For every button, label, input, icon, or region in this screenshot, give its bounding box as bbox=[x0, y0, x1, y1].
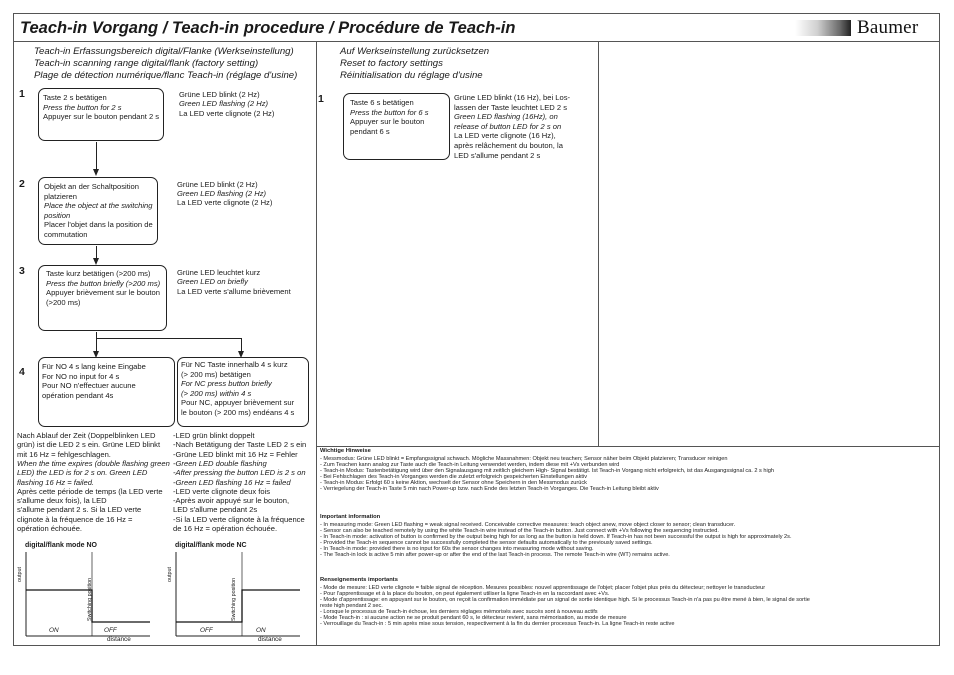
timeout-right-line: -LED grün blinkt doppelt bbox=[173, 431, 255, 440]
step-3-box bbox=[38, 265, 167, 331]
flow-branch bbox=[96, 338, 242, 339]
step-4-no-text: opération pendant 4s bbox=[42, 390, 114, 400]
chart-no-marker-label: Switching position bbox=[87, 577, 93, 621]
reset-step-text: Appuyer sur le bouton bbox=[350, 117, 425, 127]
chart-no-ylabel: output bbox=[17, 567, 23, 582]
middle-heading-fr: Réinitialisation du réglage d'usine bbox=[340, 70, 483, 81]
timeout-right-line: -Nach Betätigung der Taste LED 2 s ein bbox=[173, 440, 307, 450]
chart-no-right-state: OFF bbox=[104, 627, 117, 634]
left-heading-en: Teach-in scanning range digital/flank (factory setting) bbox=[34, 58, 259, 69]
note-title: Renseignements importants bbox=[320, 577, 398, 583]
timeout-left-line: When the time expires (double flashing green bbox=[17, 458, 170, 468]
flow-arrow bbox=[96, 142, 97, 170]
note-line: - Mode d'apprentissage: en appuyant sur le bouton, on reçoit la confirmation immédiate par un signal de sortie identique high. Si le processus Teach-in n'a pas pu être mené à bien, le signal de sortie bbox=[320, 596, 810, 603]
note-line: - In Teach-in mode: provided there is no input for 60s the sensor changes into measuring mode without saving. bbox=[320, 546, 594, 553]
step-2-text: commutation bbox=[44, 229, 88, 239]
step-4-nc-text: Pour NC, appuyer brièvement sur bbox=[181, 398, 295, 408]
step-1-led-en: Green LED flashing (2 Hz) bbox=[179, 99, 269, 108]
step-1-text-fr: Appuyer sur le bouton pendant 2 s bbox=[43, 112, 160, 122]
step-2-text: Place the object at the switching bbox=[44, 201, 153, 211]
step-2-text: platzieren bbox=[44, 191, 77, 201]
step-3-text: Taste kurz betätigen (>200 ms) bbox=[46, 269, 151, 278]
flow-arrow bbox=[241, 338, 242, 352]
timeout-left-line: flashing 16 Hz = failed. bbox=[17, 477, 95, 487]
note-line: - In measuring mode: Green LED flashing = weak signal received. Conceivable corrective measures: teach object anew, move object closer to sensor; clean transducer. bbox=[320, 521, 736, 528]
timeout-left-line: s'allume pendant 2 s. Si la LED verte bbox=[17, 505, 142, 515]
note-line: reste high pendant 2 sec. bbox=[320, 602, 383, 609]
note-line: - The Teach-in lock is active 5 min after power-up or after the end of the last Teach-in process. The remote Teach-in wire (WT) remains active. bbox=[320, 552, 670, 559]
step-4-nc-text: (> 200 ms) within 4 s bbox=[181, 388, 252, 398]
note-line: - Teach-in Modus: Erfolgt 60 s keine Aktion, wechselt der Sensor ohne Speichern in den Messmodus zurück bbox=[320, 480, 587, 487]
step-4-nc-text: le bouton (> 200 ms) endéans 4 s bbox=[181, 407, 295, 417]
step-number: 4 bbox=[19, 366, 25, 378]
reset-led-line: Green LED flashing (16Hz), on bbox=[454, 112, 558, 122]
divider-notes bbox=[316, 446, 939, 447]
note-line: - Pour l'apprentissage et à la place du bouton, on peut également utiliser la ligne Teach-in en la raccordant avec +Vs. bbox=[320, 590, 610, 597]
brand-logo bbox=[795, 18, 933, 38]
chart-title-nc: digital/flank mode NC bbox=[175, 542, 247, 549]
reset-led-line: Grüne LED blinkt (16 Hz), bei Los- bbox=[454, 93, 571, 102]
reset-led-line: La LED verte clignote (16 Hz), bbox=[454, 131, 556, 141]
note-line: - Verrouillage du Teach-in : 5 min après mise sous tension, respectivement à la fin du dernier processus Teach-in. La ligne Teach-in reste active bbox=[320, 621, 675, 628]
step-number: 1 bbox=[19, 88, 25, 100]
timeout-right-line: -Grüne LED blinkt mit 16 Hz = Fehler bbox=[173, 449, 298, 459]
step-1-led-de: Grüne LED blinkt (2 Hz) bbox=[179, 90, 260, 99]
page-title: Teach-in Vorgang / Teach-in procedure / Procédure de Teach-in bbox=[20, 19, 516, 37]
note-line: - Sensor can also be teached remotely by using the white Teach-in wire instead of the Teach-in button. Just connect with +Vs following the sequencing instructed. bbox=[320, 527, 719, 534]
reset-led-line: lassen der Taste leuchtet LED 2 s bbox=[454, 102, 567, 112]
chart-nc-right-state: ON bbox=[256, 627, 266, 634]
timeout-left-line: Nach Ablauf der Zeit (Doppelblinken LED bbox=[17, 431, 156, 440]
step-2-text: position bbox=[44, 210, 71, 220]
step-2-text: Placer l'objet dans la position de bbox=[44, 220, 153, 230]
note-line: - Provided the Teach-in sequence cannot be successfully completed the sensor defaults automatically to the previously saved settings. bbox=[320, 539, 653, 546]
timeout-left-line: opération échouée. bbox=[17, 524, 83, 533]
middle-heading-en: Reset to factory settings bbox=[340, 58, 443, 69]
divider-right bbox=[598, 42, 599, 446]
note-line: - Teach-in Modus: Tastenbetätigung wird über den Signalausgang mit zeitlich gleichem High- Signal bestätigt. Ist Teach-in Vorgang nicht erfolgreich, ist das Ausgangssignal ca. 2 s high bbox=[320, 467, 774, 474]
note-title: Important information bbox=[320, 514, 381, 520]
timeout-left-line: grün) ist die LED 2 s ein. Grüne LED blinkt bbox=[17, 440, 161, 450]
step-4-nc-text: Für NC Taste innerhalb 4 s kurz bbox=[181, 360, 288, 369]
timeout-right-line: -Green LED double flashing bbox=[173, 458, 267, 468]
step-1-box bbox=[38, 88, 164, 141]
reset-step-box bbox=[343, 93, 450, 160]
step-3-text: (>200 ms) bbox=[46, 297, 81, 307]
reset-led-line: release of button LED for 2 s on bbox=[454, 121, 562, 131]
chart-nc bbox=[170, 550, 310, 645]
brand-wordmark: Baumer bbox=[857, 17, 919, 38]
chart-no-xlabel: distance bbox=[107, 636, 131, 643]
timeout-right-line: -After pressing the button LED is 2 s on bbox=[173, 468, 306, 478]
left-heading-fr: Plage de détection numérique/flanc Teach-in (réglage d'usine) bbox=[34, 70, 298, 81]
step-4-no-text: For NO no input for 4 s bbox=[42, 371, 120, 381]
timeout-right-line: -Green LED flashing 16 Hz = failed bbox=[173, 477, 291, 487]
middle-heading-de: Auf Werkseinstellung zurücksetzen bbox=[340, 46, 490, 57]
step-2-text: Objekt an der Schaltposition bbox=[44, 182, 139, 191]
chart-no-left-state: ON bbox=[49, 627, 59, 634]
note-line: - Bei Fehlschlagen des Teach-in Vorganges werden die zuletzt erfolgreich gespeicherten Einstellungen aktiv bbox=[320, 473, 588, 480]
step-1-text-en: Press the button for 2 s bbox=[43, 102, 122, 112]
timeout-right-line: LED s'allume pendant 2s bbox=[173, 505, 258, 515]
timeout-left-line: Après cette période de temps (la LED verte bbox=[17, 486, 163, 496]
note-line: - Mode de mesure: LED verte clignote = faible signal de réception. Mesures possibles: nouvel apprentissage de l'objet; placer l'objet plus près du détecteur; nettoyer le transducteur bbox=[320, 584, 766, 591]
chart-nc-marker-label: Switching position bbox=[231, 577, 237, 621]
note-line: - Lorsque le processus de Teach-in échoue, les derniers réglages mémorisés avec succès sont à nouveau actifs bbox=[320, 609, 598, 616]
step-2-led-fr: La LED verte clignote (2 Hz) bbox=[177, 198, 273, 207]
chart-nc-left-state: OFF bbox=[200, 627, 213, 634]
timeout-right-line: de 16 Hz = opération échouée. bbox=[173, 524, 278, 533]
step-number: 2 bbox=[19, 178, 25, 190]
chart-nc-ylabel: output bbox=[167, 567, 173, 582]
step-2-led-en: Green LED flashing (2 Hz) bbox=[177, 189, 267, 198]
note-line: - Messmodus: Grüne LED blinkt = Empfangssignal schwach. Mögliche Massnahmen: Objekt neu teachen; Sensor näher beim Objekt platzieren; Transducer reinigen bbox=[320, 455, 728, 462]
step-3-text: Press the button briefly (>200 ms) bbox=[46, 278, 161, 288]
note-line: - Mode Teach-in : si aucune action ne se produit pendant 60 s, le détecteur revient, sans mémorisation, au mode de mesure bbox=[320, 615, 627, 622]
reset-step-text: Taste 6 s betätigen bbox=[350, 98, 414, 107]
step-2-led-de: Grüne LED blinkt (2 Hz) bbox=[177, 180, 258, 189]
step-1-text-de: Taste 2 s betätigen bbox=[43, 93, 107, 102]
step-3-led-en: Green LED on briefly bbox=[177, 277, 248, 286]
note-title: Wichtige Hinweise bbox=[320, 448, 371, 454]
step-3-led-fr: La LED verte s'allume brièvement bbox=[177, 287, 291, 296]
reset-step-text: pendant 6 s bbox=[350, 126, 390, 136]
step-1-led-fr: La LED verte clignote (2 Hz) bbox=[179, 109, 275, 118]
step-4-nc-text: For NC press button briefly bbox=[181, 379, 272, 389]
step-2-box bbox=[38, 177, 158, 245]
header bbox=[14, 14, 939, 42]
timeout-left-line: s'allume deux fois), la LED bbox=[17, 496, 107, 506]
step-number: 3 bbox=[19, 265, 25, 277]
reset-led-line: après relâchement du bouton, la bbox=[454, 141, 563, 150]
reset-led-line: LED s'allume pendant 2 s bbox=[454, 150, 541, 160]
flow-arrow bbox=[96, 332, 97, 352]
left-heading-de: Teach-in Erfassungsbereich digital/Flanke (Werkseinstellung) bbox=[34, 46, 294, 57]
step-4-nc-box bbox=[177, 357, 309, 427]
step-number: 1 bbox=[318, 93, 324, 105]
step-4-nc-text: (> 200 ms) betätigen bbox=[181, 369, 251, 379]
chart-nc-xlabel: distance bbox=[258, 636, 282, 643]
note-line: - Zum Teachen kann analog zur Taste auch die Teach-in Leitung verwendet werden, indem diese mit +Vs verbunden wird bbox=[320, 461, 620, 468]
chart-title-no: digital/flank mode NO bbox=[25, 542, 97, 549]
timeout-left-line: clignote à la fréquence de 16 Hz = bbox=[17, 514, 133, 524]
arrow-head-icon bbox=[93, 169, 99, 176]
step-4-no-box bbox=[38, 357, 175, 427]
step-4-no-text: Pour NO n'effectuer aucune bbox=[42, 381, 136, 391]
timeout-left-line: mit 16 Hz = fehlgeschlagen. bbox=[17, 449, 111, 459]
timeout-right-line: -Si la LED verte clignote à la fréquence bbox=[173, 514, 305, 524]
step-3-text: Appuyer brièvement sur le bouton bbox=[46, 288, 160, 298]
step-3-led-de: Grüne LED leuchtet kurz bbox=[177, 268, 261, 277]
output-curve bbox=[176, 590, 300, 622]
note-line: - Verriegelung der Teach-in Taste 5 min nach Power-up bzw. nach Ende des letzten Teach-in Vorganges. Die Teach-in Leitung bleibt aktiv bbox=[320, 486, 659, 493]
divider-left bbox=[316, 42, 317, 646]
note-line: - In Teach-in mode: activation of button is confirmed by the output being high for as long as the button is held down. If Teach-in has not been successful the output is high for approximately 2s. bbox=[320, 533, 792, 540]
step-4-no-text: Für NO 4 s lang keine Eingabe bbox=[42, 362, 146, 371]
timeout-right-line: -LED verte clignote deux fois bbox=[173, 486, 271, 496]
logo-gradient-bar bbox=[795, 20, 851, 36]
timeout-right-line: -Après avoir appuyé sur le bouton, bbox=[173, 496, 290, 506]
timeout-left-line: LED) the LED is for 2 s on. Green LED bbox=[17, 468, 148, 478]
reset-step-text: Press the button for 6 s bbox=[350, 107, 429, 117]
arrow-head-icon bbox=[93, 258, 99, 265]
